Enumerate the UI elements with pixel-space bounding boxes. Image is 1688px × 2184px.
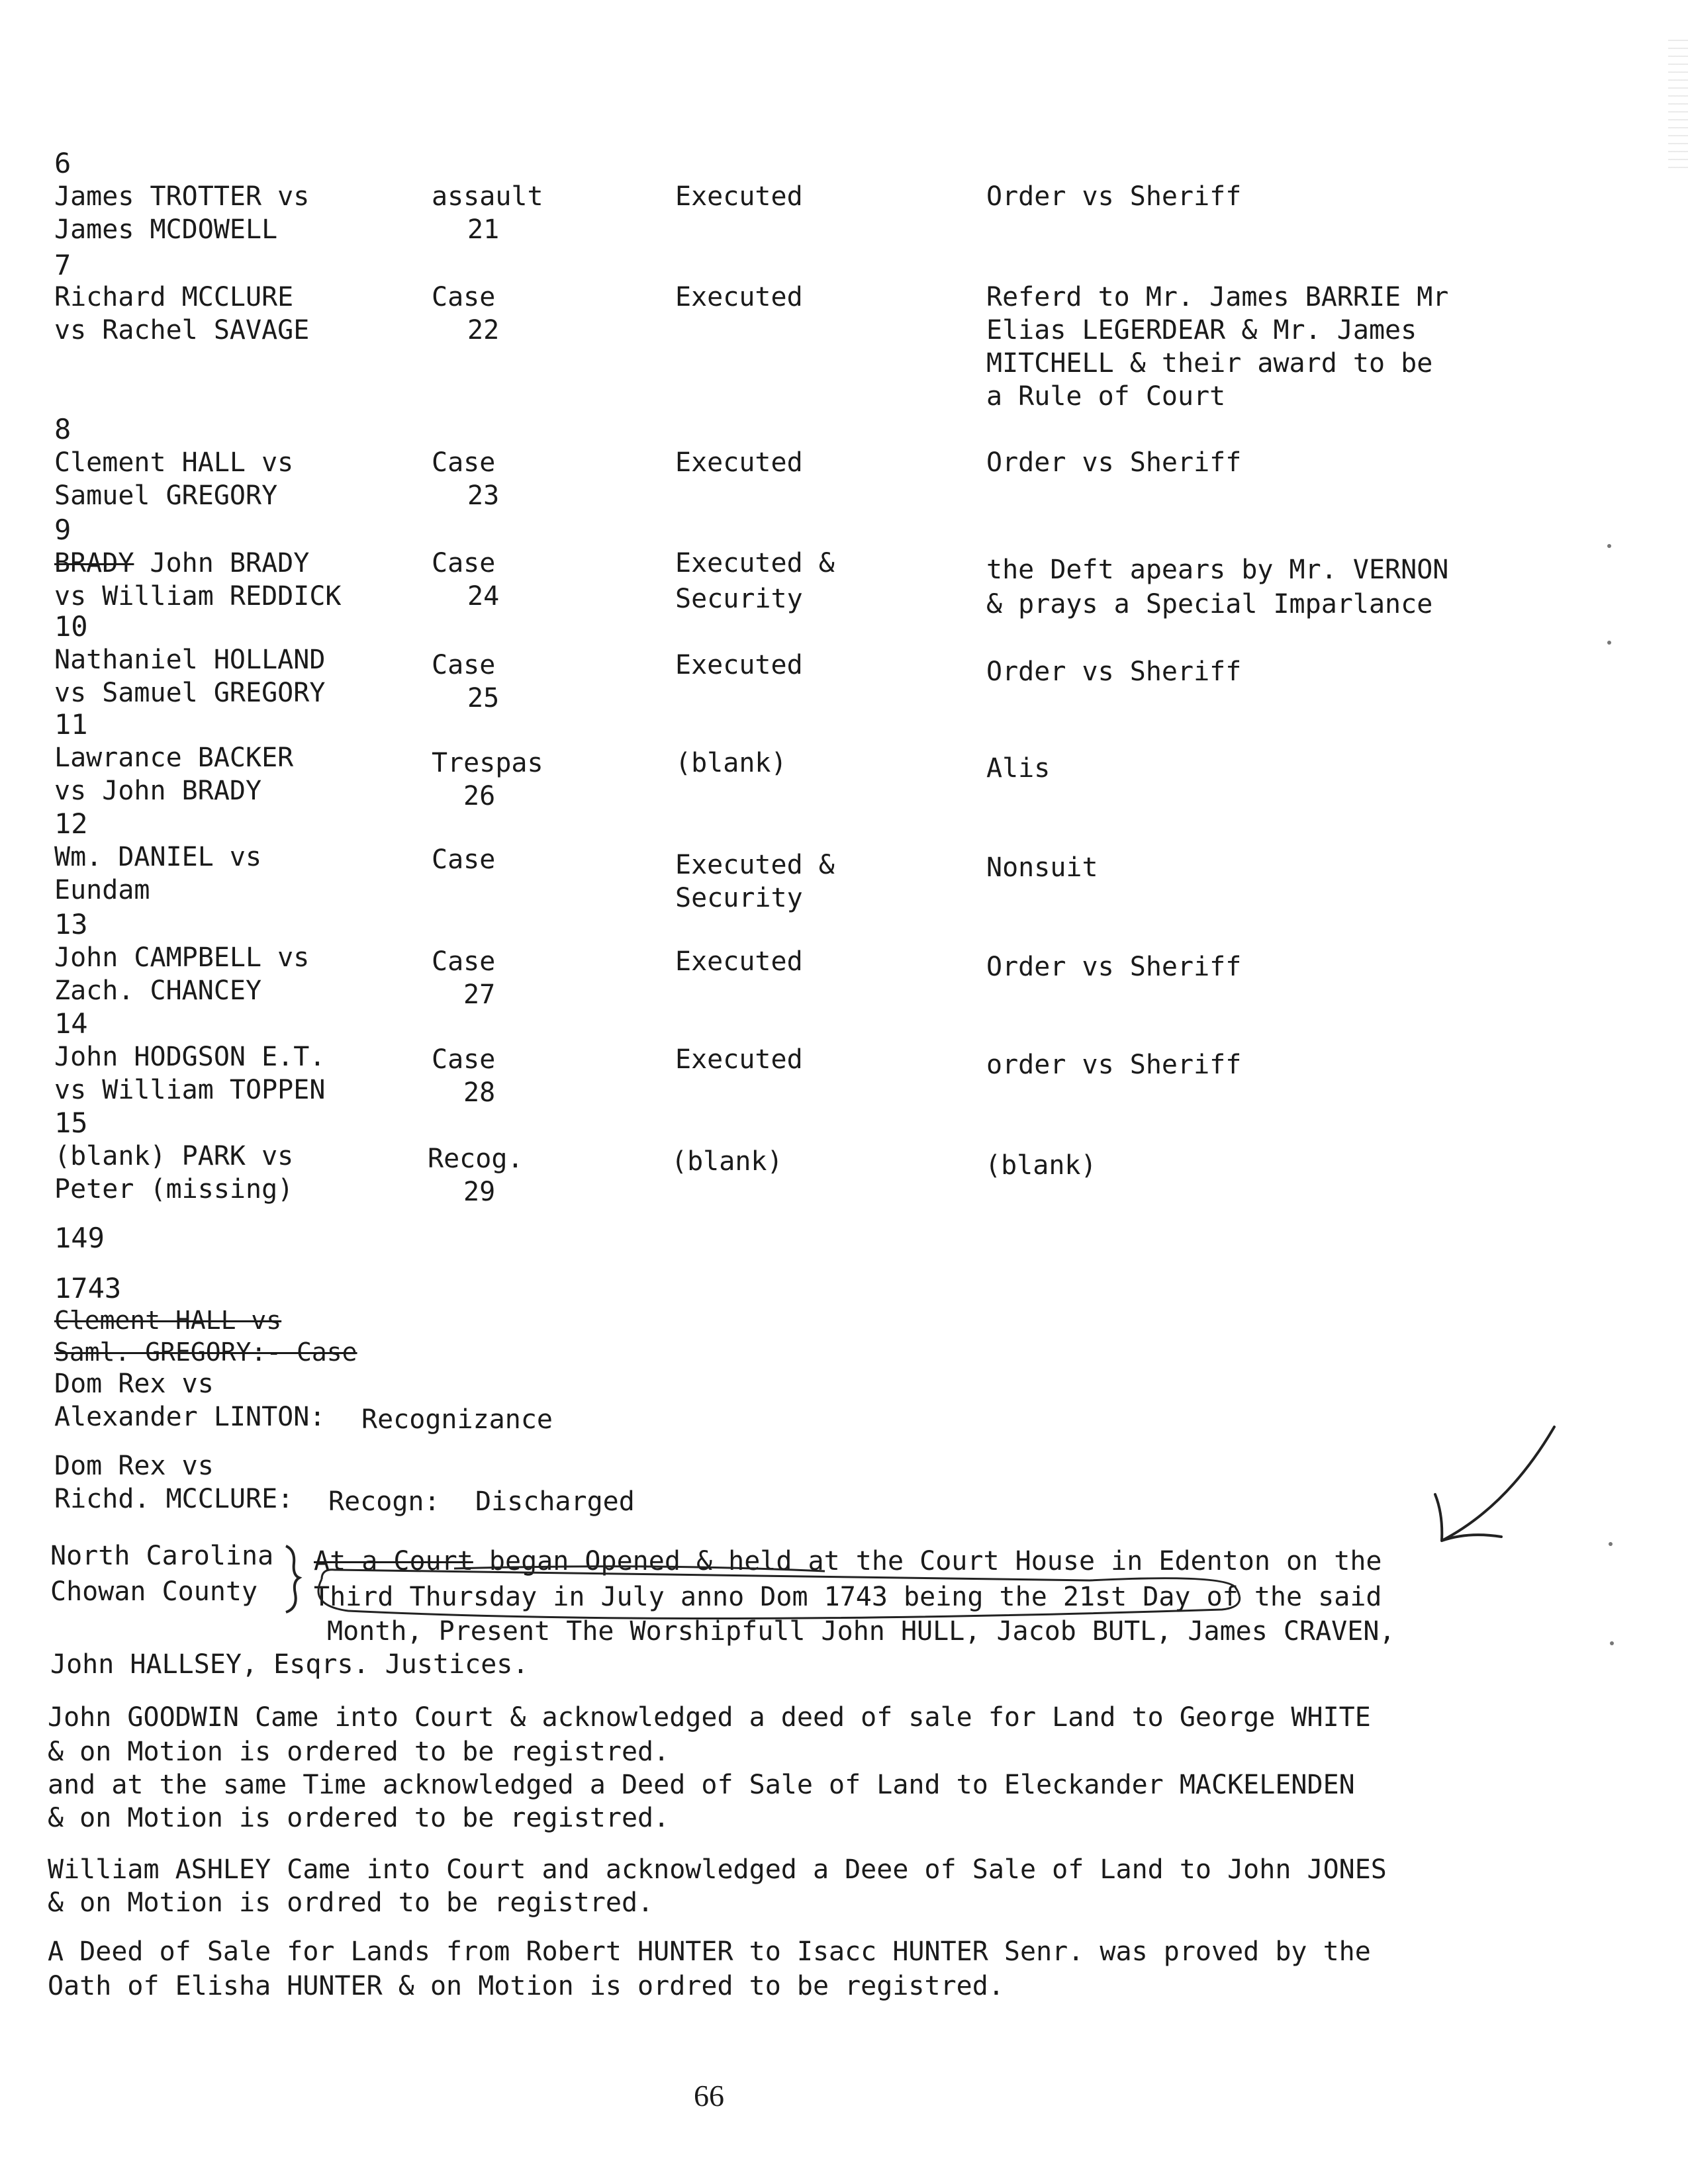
entry-process: Executed & [675,850,835,880]
entry-parties: Lawrance BACKER [54,743,294,773]
entry-parties: vs William TOPPEN [54,1075,326,1105]
entry-parties: Peter (missing) [54,1174,294,1205]
entry-process: Executed [675,946,803,977]
entry-parties: Samuel GREGORY [54,480,278,511]
entry-action: Case [432,844,496,875]
entry-result: Order vs Sheriff [986,657,1242,687]
entry-number: 8 [54,413,71,445]
year-heading: 1743 [54,1272,122,1304]
entry-result: Order vs Sheriff [986,447,1242,478]
rex-action: Recogn: [328,1486,440,1517]
rex-party: Dom Rex vs [54,1369,214,1399]
entry-action: Case [432,1044,496,1075]
entry-process: Executed [675,282,803,312]
entry-result: Order vs Sheriff [986,952,1242,982]
struck-text: BRADY [54,548,134,578]
page-number: 66 [694,2079,724,2113]
entry-parties: vs John BRADY [54,776,262,806]
entry-parties: Richard MCCLURE [54,282,294,312]
entry-process: Executed [675,650,803,680]
entry-result: (blank) [985,1150,1097,1181]
entry-process: Executed [675,181,803,212]
rex-party: Dom Rex vs [54,1451,214,1481]
brace-mark [286,1546,299,1612]
entry-result: MITCHELL & their award to be [986,348,1433,379]
entry-number: 14 [54,1007,88,1040]
minute-paragraph-line: John GOODWIN Came into Court & acknowledged a deed of sale for Land to George WHITE [48,1702,1371,1733]
entry-process: Security [675,883,803,913]
court-justices-line: Month, Present The Worshipfull John HULL, Jacob BUTL, James CRAVEN, [327,1616,1395,1647]
entry-process: Executed & [675,548,835,578]
entry-action: Case [432,282,496,312]
minute-paragraph-line: Oath of Elisha HUNTER & on Motion is ordred to be registred. [48,1971,1004,2001]
entry-action: Case [432,447,496,478]
entry-action: Case [432,548,496,578]
court-opening-text: began Opened & held at the Court House in Edenton on the [473,1546,1382,1576]
entry-number: 13 [54,908,88,940]
entry-parties: John CAMPBELL vs [54,942,310,973]
entry-action: Case [432,946,496,977]
entry-action-number: 22 [467,315,500,345]
struck-entry-line: Saml. GREGORY:- Case [54,1338,357,1367]
entry-parties: Eundam [54,875,150,905]
entry-process: Executed [675,1044,803,1075]
entry-action-number: 23 [467,480,500,511]
court-state: North Carolina [50,1541,274,1571]
scan-speck [1610,1641,1614,1645]
entry-result: Order vs Sheriff [986,181,1242,212]
entry-result: Referd to Mr. James BARRIE Mr [986,282,1449,312]
entry-action-number: 26 [463,781,496,811]
entry-number: 9 [54,514,71,546]
scan-speck [1609,1542,1613,1546]
court-county: Chowan County [50,1576,258,1607]
scan-speck [1607,641,1611,645]
struck-entry-line: Clement HALL vs [54,1306,282,1335]
court-justices-line: John HALLSEY, Esqrs. Justices. [50,1649,529,1680]
entry-action-number: 24 [467,581,500,612]
entry-parties: John BRADY [150,548,310,578]
entry-parties: Zach. CHANCEY [54,976,262,1006]
rex-disposition: Discharged [475,1486,635,1517]
entry-parties: James MCDOWELL [54,214,278,245]
entry-process: (blank) [671,1146,783,1177]
underline-mark [454,1567,825,1571]
court-date-line: Third Thursday in July anno Dom 1743 being the 21st Day of the said [314,1582,1382,1612]
entry-result: Alis [986,753,1051,784]
entry-action: Trespas [432,748,543,778]
entry-action: Case [432,650,496,680]
entry-parties: Nathaniel HOLLAND [54,645,326,675]
entry-process: Executed [675,447,803,478]
entry-action-number: 25 [467,683,500,713]
entry-action: Recog. [428,1144,524,1174]
entry-number: 6 [54,147,71,179]
rex-action: Recognizance [361,1404,553,1435]
entry-action-number: 28 [463,1077,496,1108]
entry-number: 7 [54,249,71,281]
rex-defendant: Richd. MCCLURE: [54,1484,294,1514]
entry-parties: vs Rachel SAVAGE [54,315,310,345]
entry-action: assault [432,181,543,212]
minute-paragraph-line: William ASHLEY Came into Court and acknowledged a Deee of Sale of Land to John JONES [48,1854,1387,1885]
entry-action-number: 27 [463,979,496,1010]
entry-process: Security [675,584,803,614]
entry-parties: Clement HALL vs [54,447,294,478]
entry-action-number: 29 [463,1177,496,1207]
entry-parties: (blank) PARK vs [54,1141,294,1171]
entry-number: 10 [54,610,88,643]
minute-paragraph-line: & on Motion is ordered to be registred. [48,1737,670,1767]
scan-edge-noise [1668,40,1688,172]
rex-defendant: Alexander LINTON: [54,1402,326,1432]
entry-parties: vs Samuel GREGORY [54,678,326,708]
entry-parties: John HODGSON E.T. [54,1042,326,1072]
entry-result: Elias LEGERDEAR & Mr. James [986,315,1417,345]
entry-action-number: 21 [467,214,500,245]
struck-text: At a Court [314,1546,473,1576]
entry-result: Nonsuit [986,852,1098,883]
entry-result: order vs Sheriff [986,1050,1242,1080]
entry-parties: vs William REDDICK [54,581,342,612]
entry-parties: James TROTTER vs [54,181,310,212]
entry-number: 11 [54,708,88,741]
minute-paragraph-line: & on Motion is ordered to be registred. [48,1803,670,1833]
minute-paragraph-line: and at the same Time acknowledged a Deed of Sale of Land to Eleckander MACKELENDEN [48,1770,1355,1800]
entry-parties: Wm. DANIEL vs [54,842,262,872]
entry-number: 12 [54,807,88,840]
entry-result: a Rule of Court [986,381,1226,412]
entry-process: (blank) [675,748,787,778]
entry-result: & prays a Special Imparlance [986,589,1433,619]
arrow-icon [1435,1427,1554,1541]
entry-result: the Deft apears by Mr. VERNON [986,555,1449,585]
folio-number: 149 [54,1222,105,1254]
circle-annotation-icon [318,1570,1240,1619]
scan-speck [1607,544,1611,548]
minute-paragraph-line: & on Motion is ordred to be registred. [48,1888,654,1918]
minute-paragraph-line: A Deed of Sale for Lands from Robert HUNTER to Isacc HUNTER Senr. was proved by the [48,1936,1371,1967]
entry-number: 15 [54,1107,88,1139]
